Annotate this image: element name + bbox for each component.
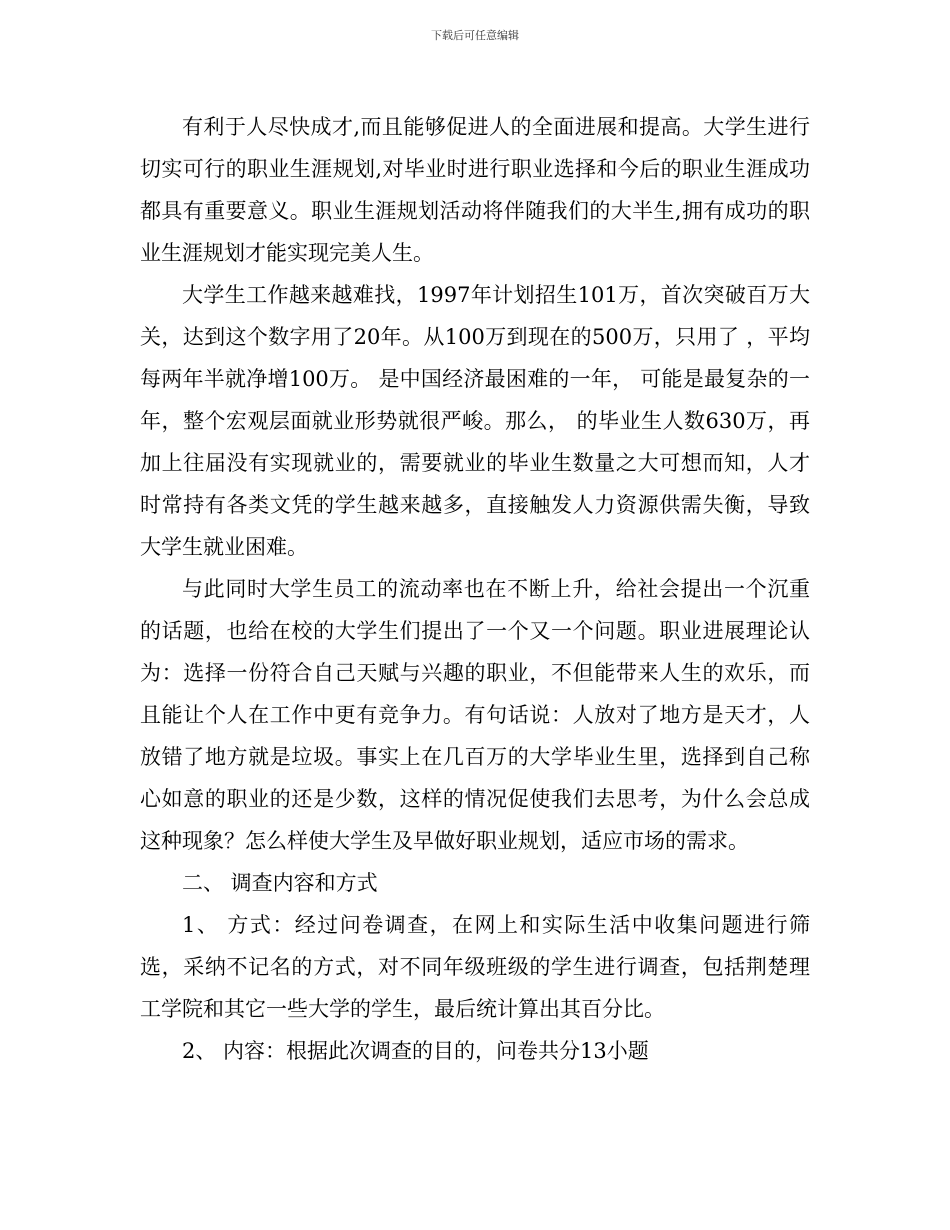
paragraph-career-planning-significance: 有利于人尽快成才,而且能够促进人的全面进展和提高。大学生进行切实可行的职业生涯规划,对毕业时进行职业选择和今后的职业生涯成功都具有重要意义。职业生涯规划活动将伴随我们的大半生,拥有成功的职业生涯规划才能实现完美人生。: [140, 115, 810, 265]
paragraph-turnover-rate: 与此同时大学生员工的流动率也在不断上升，给社会提出一个沉重的话题，也给在校的大学生们提出了一个又一个问题。职业进展理论认为：选择一份符合自己天赋与兴趣的职业，不但能带来人生的欢乐，而且能让个人在工作中更有竞争力。有句话说：人放对了地方是天才，人放错了地方就是垃圾。事实上在几百万的大学毕业生里，选择到自己称心如意的职业的还是少数，这样的情况促使我们去思考，为什么会总成这种现象？怎么样使大学生及早做好职业规划，适应市场的需求。: [140, 577, 810, 853]
document-body: [140, 106, 810, 1072]
page-header: 下载后可任意编辑: [431, 29, 519, 42]
paragraph-employment-difficulty: 大学生工作越来越难找，1997年计划招生101万，首次突破百万大关，达到这个数字用了20年。从100万到现在的500万，只用了 ，平均每两年半就净增100万。 是中国经济最困难的一年， 可能是最复杂的一年，整个宏观层面就业形势就很严峻。那么， 的毕业生人数630万，再加上往届没有实现就业的，需要就业的毕业生数量之大可想而知，人才时常持有各类文凭的学生越来越多，直接触发人力资源供需失衡，导致大学生就业困难。: [140, 283, 810, 559]
paragraph-survey-content: 2、 内容：根据此次调查的目的，问卷共分13小题: [182, 1039, 649, 1063]
section-heading-survey: 二、 调查内容和方式: [182, 871, 378, 895]
paragraph-survey-method: 1、 方式：经过问卷调查，在网上和实际生活中收集问题进行筛选，采纳不记名的方式，对不同年级班级的学生进行调查，包括荆楚理工学院和其它一些大学的学生，最后统计算出其百分比。: [140, 913, 810, 1021]
